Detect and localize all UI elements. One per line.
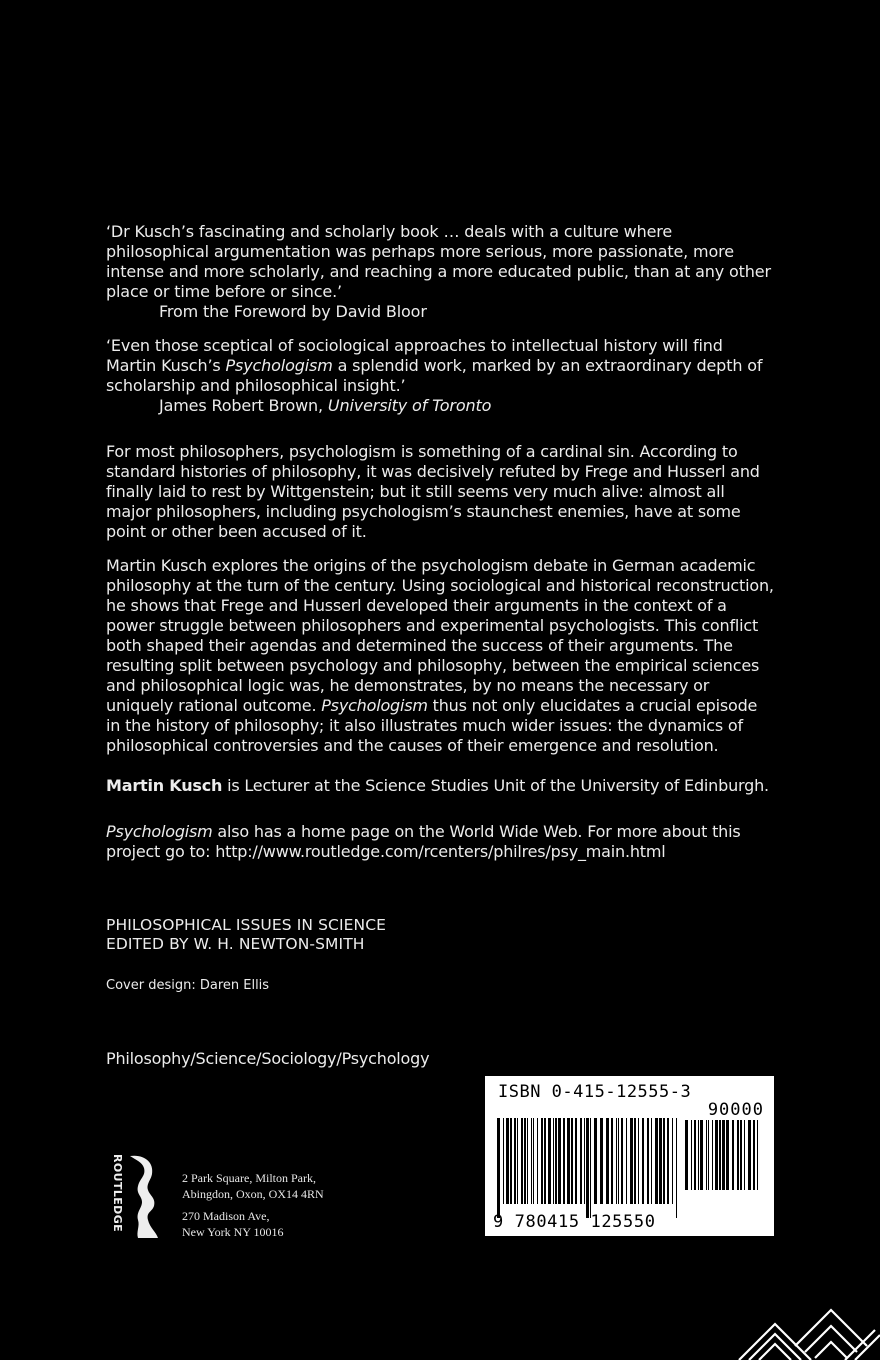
barcode-bar bbox=[506, 1118, 509, 1204]
series-title: PHILOSOPHICAL ISSUES IN SCIENCE bbox=[106, 916, 387, 934]
series-info bbox=[106, 916, 774, 954]
description-paragraph-2 bbox=[106, 556, 774, 756]
web-notice-book-title: Psychologism bbox=[106, 822, 213, 841]
barcode-bar bbox=[647, 1118, 649, 1204]
routledge-logo bbox=[100, 1150, 166, 1246]
barcode-bar bbox=[715, 1120, 718, 1190]
barcode-bar bbox=[586, 1118, 589, 1218]
address-line-2: Abingdon, Oxon, OX14 4RN bbox=[182, 1187, 324, 1201]
barcode-bar bbox=[567, 1118, 570, 1204]
barcode-bar bbox=[700, 1120, 703, 1190]
barcode-bar bbox=[510, 1118, 512, 1204]
barcode-bar bbox=[719, 1120, 721, 1190]
web-notice-text: also has a home page on the World Wide Web. For more about this project go to: http://www.routledge.com/rcenters/philres/psy_main.html bbox=[106, 822, 741, 861]
barcode-bar bbox=[590, 1118, 591, 1218]
barcode-bar bbox=[594, 1118, 597, 1204]
barcode-bar bbox=[514, 1118, 516, 1204]
corner-decoration bbox=[735, 1290, 880, 1360]
barcode-bar bbox=[531, 1118, 532, 1204]
barcode-bar bbox=[676, 1118, 677, 1218]
quote-bloor-text: ‘Dr Kusch’s fascinating and scholarly book … deals with a culture where philosophical argumentation was perhaps more serious, more passionate, more intense and more scholarly, and reaching a more educated public, than at any other place or time before or since.’ bbox=[106, 222, 771, 301]
address-line-1: 2 Park Square, Milton Park, bbox=[182, 1171, 316, 1185]
series-editor: EDITED BY W. H. NEWTON-SMITH bbox=[106, 935, 365, 953]
quote-bloor bbox=[106, 222, 774, 322]
barcode-bar bbox=[642, 1118, 644, 1204]
paragraph-2-text-a: Martin Kusch explores the origins of the psychologism debate in German academic philosophy at the turn of the century. Using sociological and historical reconstruction, he shows that Frege and Husserl developed their arguments in the context of a power struggle between philosophers and experimental psychologists. This conflict both shaped their agendas and determined the success of their arguments. The resulting split between psychology and philosophy, between the empirical sciences and philosophical logic was, he demonstrates, by no means the necessary or uniquely rational outcome. bbox=[106, 556, 774, 715]
author-bio-text: is Lecturer at the Science Studies Unit of the University of Edinburgh. bbox=[222, 776, 769, 795]
barcode-bar bbox=[563, 1118, 565, 1204]
barcode-bar bbox=[685, 1120, 688, 1190]
barcode-bar bbox=[651, 1118, 652, 1204]
barcode-bar bbox=[655, 1118, 658, 1204]
barcode-bar bbox=[659, 1118, 662, 1204]
barcode-bar bbox=[663, 1118, 665, 1204]
author-name: Martin Kusch bbox=[106, 776, 223, 795]
barcode-bar bbox=[541, 1118, 543, 1204]
price-code: 90000 bbox=[707, 1100, 764, 1120]
barcode-bar bbox=[548, 1118, 551, 1204]
barcode-bar bbox=[672, 1118, 673, 1204]
barcode-bar bbox=[555, 1118, 557, 1204]
quote-brown-name: James Robert Brown, bbox=[159, 396, 328, 415]
barcode-bar bbox=[694, 1120, 696, 1190]
barcode-bar bbox=[732, 1120, 734, 1190]
barcode-bar bbox=[744, 1120, 745, 1190]
subject-categories: Philosophy/Science/Sociology/Psychology bbox=[106, 1049, 430, 1068]
routledge-logo-mark bbox=[100, 1150, 166, 1242]
barcode-bar bbox=[691, 1120, 692, 1190]
barcode-bar bbox=[524, 1118, 526, 1204]
barcode-bar bbox=[722, 1120, 725, 1190]
description-paragraph-1: For most philosophers, psychologism is something of a cardinal sin. According to standard histories of philosophy, it was decisively refuted by Frege and Husserl and finally laid to rest by Wittgenstein; but it still seems very much alive: almost all major philosophers, including psychologism’s staunchest enemies, have at some point or other been accused of it. bbox=[106, 442, 760, 541]
barcode-bar bbox=[626, 1118, 627, 1204]
barcode-bar bbox=[606, 1118, 609, 1204]
barcode-bar bbox=[757, 1120, 758, 1190]
barcode-bar bbox=[712, 1120, 713, 1190]
barcode-main-bars bbox=[497, 1118, 681, 1218]
quote-brown-attribution bbox=[106, 396, 774, 416]
barcode-addon-bars bbox=[685, 1120, 761, 1204]
barcode-bar bbox=[497, 1118, 500, 1218]
ean-number: 9 780415 125550 bbox=[493, 1212, 656, 1232]
barcode-bar bbox=[753, 1120, 755, 1190]
address-line-4: New York NY 10016 bbox=[182, 1225, 284, 1239]
barcode-bar bbox=[584, 1118, 585, 1204]
address-line-3: 270 Madison Ave, bbox=[182, 1209, 270, 1223]
barcode-bar bbox=[616, 1118, 617, 1204]
publisher-address bbox=[182, 1170, 324, 1240]
barcode-bar bbox=[638, 1118, 639, 1204]
barcode-bar bbox=[544, 1118, 546, 1204]
barcode-bar bbox=[517, 1118, 518, 1204]
barcode-bar bbox=[698, 1120, 699, 1190]
quote-brown-book-title: Psychologism bbox=[225, 356, 333, 375]
barcode-bar bbox=[537, 1118, 538, 1204]
barcode-bar bbox=[503, 1118, 504, 1204]
quote-brown-affiliation: University of Toronto bbox=[327, 396, 492, 415]
paragraph-2-text-b: thus not only elucidates a crucial episode in the history of philosophy; it also illustrates much wider issues: the dynamics of philosophical controversies and the causes of their emergence and resolution. bbox=[106, 696, 758, 755]
barcode-bar bbox=[600, 1118, 603, 1204]
barcode-bar bbox=[611, 1118, 613, 1204]
quote-brown-text-b: a splendid work, marked by an extraordinary depth of scholarship and philosophical insight.’ bbox=[106, 356, 763, 395]
barcode-bar bbox=[740, 1120, 742, 1190]
barcode-bar bbox=[748, 1120, 751, 1190]
barcode-bar bbox=[571, 1118, 573, 1204]
quote-brown-text bbox=[106, 336, 774, 396]
barcode-bar bbox=[706, 1120, 707, 1190]
author-bio bbox=[106, 776, 774, 796]
barcode-bar bbox=[533, 1118, 534, 1204]
barcode-bar bbox=[618, 1118, 619, 1204]
barcode-bar bbox=[580, 1118, 582, 1204]
quote-bloor-attribution: From the Foreword by David Bloor bbox=[159, 302, 427, 321]
barcode-bar bbox=[553, 1118, 554, 1204]
quote-brown-text-a: ‘Even those sceptical of sociological approaches to intellectual history will find Martin Kusch’s bbox=[106, 336, 723, 375]
paragraph-2-book-title: Psychologism bbox=[321, 696, 428, 715]
barcode-bar bbox=[621, 1118, 623, 1204]
barcode-bar bbox=[521, 1118, 523, 1204]
barcode-bar bbox=[667, 1118, 669, 1204]
isbn-number: ISBN 0-415-12555-3 bbox=[498, 1082, 692, 1102]
barcode-bar bbox=[630, 1118, 633, 1204]
barcode-bar bbox=[737, 1120, 739, 1190]
cover-design-credit: Cover design: Daren Ellis bbox=[106, 978, 270, 993]
barcode-bar bbox=[634, 1118, 636, 1204]
quote-brown bbox=[106, 336, 774, 416]
barcode-bar bbox=[708, 1120, 709, 1190]
isbn-barcode bbox=[485, 1076, 774, 1236]
barcode-bar bbox=[558, 1118, 561, 1204]
web-notice bbox=[106, 822, 774, 862]
barcode-bar bbox=[575, 1118, 577, 1204]
barcode-bar bbox=[527, 1118, 528, 1204]
routledge-logo-text: ROUTLEDGE bbox=[111, 1154, 124, 1233]
barcode-bar bbox=[726, 1120, 729, 1190]
